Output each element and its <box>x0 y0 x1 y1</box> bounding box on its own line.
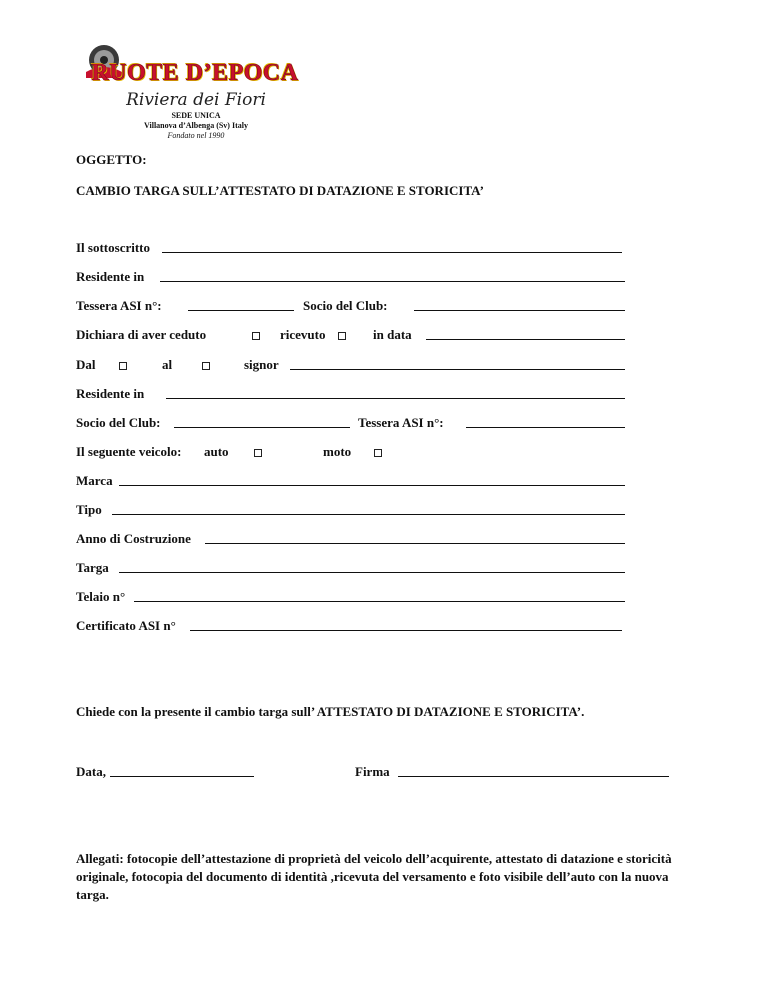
logo-founded: Fondato nel 1990 <box>167 131 225 140</box>
tipo-field[interactable] <box>112 514 625 515</box>
signor-label: signor <box>244 357 279 372</box>
ceduto-checkbox[interactable] <box>252 332 260 340</box>
ricevuto-label: ricevuto <box>280 327 326 342</box>
anno-label: Anno di Costruzione <box>76 531 191 546</box>
certificato-label: Certificato ASI n° <box>76 618 176 633</box>
socio-label: Socio del Club: <box>303 298 388 313</box>
socio-2-field[interactable] <box>174 427 350 428</box>
sottoscritto-label: Il sottoscritto <box>76 240 151 255</box>
dal-label: Dal <box>76 357 96 372</box>
anno-field[interactable] <box>205 543 625 544</box>
targa-label: Targa <box>76 560 109 575</box>
logo-location: Villanova d’Albenga (Sv) Italy <box>144 121 248 130</box>
ricevuto-checkbox[interactable] <box>338 332 346 340</box>
telaio-field[interactable] <box>134 601 625 602</box>
socio-field[interactable] <box>414 310 625 311</box>
tessera-field[interactable] <box>188 310 294 311</box>
firma-field[interactable] <box>398 776 669 777</box>
dichiara-label: Dichiara di aver ceduto <box>76 327 207 342</box>
targa-field[interactable] <box>119 572 625 573</box>
club-logo <box>76 38 306 146</box>
oggetto-label: OGGETTO: <box>76 152 147 167</box>
veicolo-label: Il seguente veicolo: <box>76 444 182 459</box>
data-label: Data, <box>76 764 106 779</box>
telaio-label: Telaio n° <box>76 589 126 604</box>
moto-checkbox[interactable] <box>374 449 382 457</box>
data-field[interactable] <box>110 776 254 777</box>
document-subject: CAMBIO TARGA SULL’ATTESTATO DI DATAZIONE E STORICITA’ <box>76 183 484 198</box>
residente-2-field[interactable] <box>166 398 625 399</box>
dal-checkbox[interactable] <box>119 362 127 370</box>
al-checkbox[interactable] <box>202 362 210 370</box>
logo-script: Riviera dei Fiori <box>126 90 266 110</box>
firma-label: Firma <box>355 764 390 779</box>
marca-label: Marca <box>76 473 113 488</box>
auto-label: auto <box>204 444 229 459</box>
al-label: al <box>162 357 173 372</box>
tessera-2-field[interactable] <box>466 427 625 428</box>
tessera-2-label: Tessera ASI n°: <box>358 415 444 430</box>
allegati-text: Allegati: fotocopie dell’attestazione di proprietà del veicolo dell’acquirente, attestato di datazione e storicità originale, fotocopia del documento di identità ,ricevuta del versamento e foto visibile dell’auto con la nuova targa. <box>76 851 672 902</box>
request-text: Chiede con la presente il cambio targa sull’ ATTESTATO DI DATAZIONE E STORICITA’. <box>76 704 585 719</box>
auto-checkbox[interactable] <box>254 449 262 457</box>
certificato-field[interactable] <box>190 630 622 631</box>
residente-label: Residente in <box>76 269 145 284</box>
logo-title: RUOTE D’EPOCA <box>91 60 299 86</box>
tipo-label: Tipo <box>76 502 102 517</box>
marca-field[interactable] <box>119 485 625 486</box>
in-data-label: in data <box>373 327 412 342</box>
socio-2-label: Socio del Club: <box>76 415 161 430</box>
tessera-label: Tessera ASI n°: <box>76 298 162 313</box>
moto-label: moto <box>323 444 352 459</box>
residente-field[interactable] <box>160 281 625 282</box>
sottoscritto-field[interactable] <box>162 252 622 253</box>
residente-2-label: Residente in <box>76 386 145 401</box>
logo-sede: SEDE UNICA <box>171 111 221 120</box>
signor-field[interactable] <box>290 369 625 370</box>
in-data-field[interactable] <box>426 339 625 340</box>
